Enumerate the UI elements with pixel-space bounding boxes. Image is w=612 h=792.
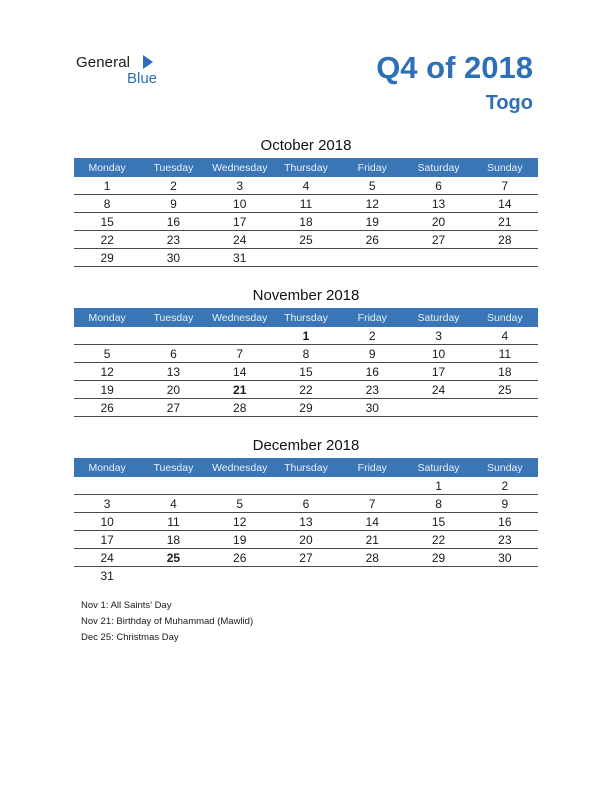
empty-day-cell (74, 327, 140, 345)
day-cell: 11 (472, 345, 538, 363)
day-cell: 17 (207, 213, 273, 231)
country-name: Togo (485, 92, 533, 114)
week-row (74, 549, 538, 567)
week-row (74, 231, 538, 249)
weekday-header-row (74, 308, 538, 327)
weekday-header: Wednesday (207, 158, 273, 177)
month-title: November 2018 (252, 287, 360, 304)
empty-day-cell (140, 327, 206, 345)
day-cell: 31 (100, 568, 114, 583)
weekday-header: Thursday (273, 158, 339, 177)
day-cell: 6 (273, 495, 339, 513)
day-cell: 8 (273, 345, 339, 363)
month-title: December 2018 (252, 437, 360, 454)
calendar-grid (74, 158, 538, 267)
weekday-header: Saturday (405, 458, 471, 477)
day-cell: 9 (472, 495, 538, 513)
day-cell: 13 (405, 195, 471, 213)
week-row (74, 195, 538, 213)
weekday-header: Tuesday (140, 308, 206, 327)
day-cell: 1 (74, 177, 140, 195)
day-cell: 19 (207, 531, 273, 549)
day-cell: 9 (140, 195, 206, 213)
day-cell: 18 (140, 531, 206, 549)
empty-day-cell (339, 477, 405, 495)
day-cell: 3 (405, 327, 471, 345)
day-cell: 25 (472, 381, 538, 399)
day-cell: 3 (207, 177, 273, 195)
day-cell: 29 (405, 549, 471, 567)
day-cell: 12 (74, 363, 140, 381)
holiday-notes (81, 598, 253, 646)
weekday-header: Sunday (472, 458, 538, 477)
holiday-note: Dec 25: Christmas Day (81, 632, 179, 643)
day-cell: 10 (74, 513, 140, 531)
week-row (74, 477, 538, 495)
calendar-grid (74, 308, 538, 417)
day-cell: 12 (207, 513, 273, 531)
week-row (74, 399, 538, 417)
week-row (74, 177, 538, 195)
day-cell: 15 (74, 213, 140, 231)
day-cell: 20 (405, 213, 471, 231)
day-cell: 12 (339, 195, 405, 213)
day-cell: 15 (273, 363, 339, 381)
empty-day-cell (472, 399, 538, 417)
empty-day-cell (207, 327, 273, 345)
week-row (74, 345, 538, 363)
day-cell: 4 (140, 495, 206, 513)
weekday-header: Sunday (472, 308, 538, 327)
day-cell: 9 (339, 345, 405, 363)
holiday-note: Nov 1: All Saints’ Day (81, 600, 172, 611)
day-cell: 16 (140, 213, 206, 231)
day-cell: 19 (339, 213, 405, 231)
day-cell: 7 (339, 495, 405, 513)
day-cell: 10 (207, 195, 273, 213)
day-cell: 20 (140, 381, 206, 399)
weekday-header: Wednesday (207, 458, 273, 477)
weekday-header: Wednesday (207, 308, 273, 327)
empty-day-cell (140, 477, 206, 495)
day-cell: 23 (140, 231, 206, 249)
logo-text-general: General (76, 54, 131, 71)
empty-day-cell (207, 567, 273, 585)
day-cell: 22 (273, 381, 339, 399)
day-cell: 5 (74, 345, 140, 363)
day-cell: 5 (207, 495, 273, 513)
day-cell: 4 (472, 327, 538, 345)
day-cell: 6 (140, 345, 206, 363)
day-cell: 13 (140, 363, 206, 381)
empty-day-cell (273, 249, 339, 267)
empty-day-cell (405, 399, 471, 417)
day-cell: 21 (339, 531, 405, 549)
weekday-header: Thursday (273, 458, 339, 477)
day-cell: 7 (472, 177, 538, 195)
day-cell: 13 (273, 513, 339, 531)
weekday-header-row (74, 158, 538, 177)
empty-day-cell (140, 567, 206, 585)
day-cell: 22 (74, 231, 140, 249)
weekday-header: Thursday (273, 308, 339, 327)
day-cell: 14 (339, 513, 405, 531)
weekday-header: Sunday (472, 158, 538, 177)
empty-day-cell (339, 249, 405, 267)
logo-text-blue: Blue (127, 70, 158, 87)
day-cell: 28 (472, 231, 538, 249)
brand-logo (76, 54, 176, 88)
day-cell: 5 (339, 177, 405, 195)
day-cell: 25 (140, 549, 206, 567)
month-october (74, 134, 538, 267)
weekday-header: Monday (74, 158, 140, 177)
week-row (74, 249, 538, 267)
weekday-header: Friday (339, 458, 405, 477)
empty-day-cell (472, 567, 538, 585)
page-title: Q4 of 2018 (376, 50, 533, 85)
weekday-header: Tuesday (140, 458, 206, 477)
day-cell: 20 (273, 531, 339, 549)
calendar-grid (74, 458, 538, 584)
day-cell: 10 (405, 345, 471, 363)
day-cell: 31 (207, 249, 273, 267)
day-cell: 21 (472, 213, 538, 231)
month-november (74, 284, 538, 417)
day-cell: 27 (273, 549, 339, 567)
day-cell: 7 (207, 345, 273, 363)
day-cell: 1 (273, 327, 339, 345)
day-cell: 24 (405, 381, 471, 399)
weekday-header: Monday (74, 308, 140, 327)
day-cell: 8 (74, 195, 140, 213)
day-cell: 1 (405, 477, 471, 495)
empty-day-cell (207, 477, 273, 495)
day-cell: 16 (472, 513, 538, 531)
weekday-header: Tuesday (140, 158, 206, 177)
day-cell: 17 (74, 531, 140, 549)
weekday-header: Friday (339, 308, 405, 327)
empty-day-cell (405, 567, 471, 585)
day-cell: 26 (207, 549, 273, 567)
day-cell: 22 (405, 531, 471, 549)
empty-day-cell (472, 249, 538, 267)
empty-day-cell (273, 567, 339, 585)
empty-day-cell (405, 249, 471, 267)
day-cell: 11 (273, 195, 339, 213)
month-title: October 2018 (260, 137, 352, 154)
day-cell: 23 (339, 381, 405, 399)
holiday-note: Nov 21: Birthday of Muhammad (Mawlid) (81, 616, 254, 627)
day-cell: 21 (207, 381, 273, 399)
week-row (74, 213, 538, 231)
weekday-header-row (74, 458, 538, 477)
weekday-header: Monday (74, 458, 140, 477)
day-cell: 17 (405, 363, 471, 381)
empty-day-cell (74, 477, 140, 495)
week-row (74, 381, 538, 399)
week-row (74, 363, 538, 381)
day-cell: 25 (273, 231, 339, 249)
day-cell: 28 (339, 549, 405, 567)
logo-flag-icon (143, 55, 153, 69)
day-cell: 23 (472, 531, 538, 549)
empty-day-cell (273, 477, 339, 495)
weekday-header: Friday (339, 158, 405, 177)
week-row (74, 567, 538, 585)
day-cell: 2 (472, 477, 538, 495)
day-cell: 26 (74, 399, 140, 417)
week-row (74, 531, 538, 549)
day-cell: 18 (472, 363, 538, 381)
day-cell: 2 (339, 327, 405, 345)
day-cell: 14 (472, 195, 538, 213)
week-row (74, 327, 538, 345)
day-cell: 27 (405, 231, 471, 249)
day-cell: 29 (74, 249, 140, 267)
day-cell: 28 (207, 399, 273, 417)
day-cell: 19 (74, 381, 140, 399)
day-cell: 2 (140, 177, 206, 195)
day-cell: 6 (405, 177, 471, 195)
week-row (74, 513, 538, 531)
day-cell: 4 (273, 177, 339, 195)
day-cell: 3 (74, 495, 140, 513)
weekday-header: Saturday (405, 158, 471, 177)
day-cell: 26 (339, 231, 405, 249)
day-cell: 11 (140, 513, 206, 531)
day-cell: 18 (273, 213, 339, 231)
week-row (74, 495, 538, 513)
day-cell: 14 (207, 363, 273, 381)
day-cell: 8 (405, 495, 471, 513)
month-december (74, 434, 538, 584)
day-cell: 30 (472, 549, 538, 567)
weekday-header: Saturday (405, 308, 471, 327)
day-cell: 27 (140, 399, 206, 417)
day-cell: 24 (207, 231, 273, 249)
day-cell: 15 (405, 513, 471, 531)
empty-day-cell (339, 567, 405, 585)
day-cell: 29 (273, 399, 339, 417)
day-cell: 24 (74, 549, 140, 567)
day-cell: 30 (140, 249, 206, 267)
day-cell: 30 (339, 399, 405, 417)
day-cell: 16 (339, 363, 405, 381)
